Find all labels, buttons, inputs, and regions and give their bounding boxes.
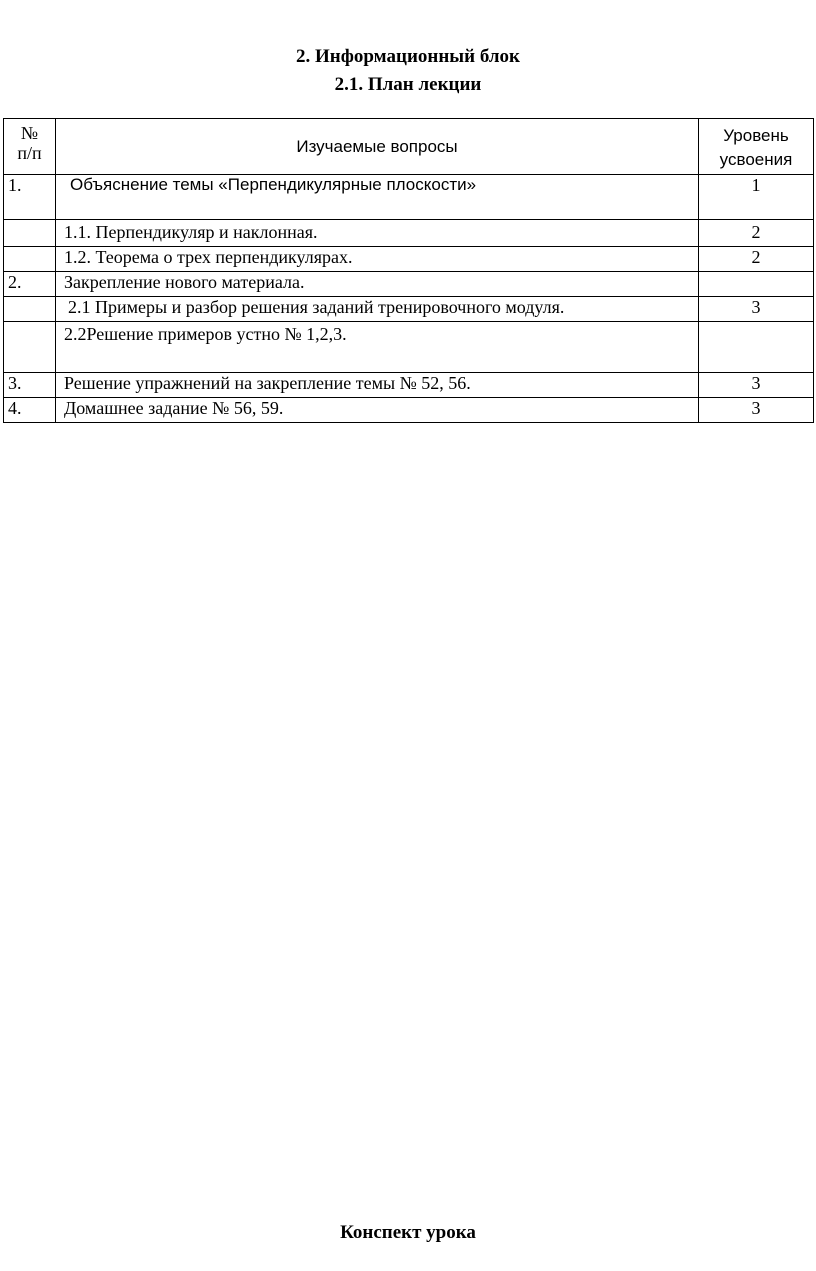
header-number-line1: № <box>20 123 39 143</box>
row-level <box>699 272 814 297</box>
row-number <box>4 322 56 373</box>
row-number: 2. <box>4 272 56 297</box>
table-row <box>4 175 814 220</box>
subsection-title: 2.1. План лекции <box>334 74 482 95</box>
row-number: 4. <box>4 398 56 423</box>
header-questions: Изучаемые вопросы <box>56 119 699 175</box>
row-level: 3 <box>699 373 814 398</box>
row-level <box>699 322 814 373</box>
row-level: 3 <box>699 297 814 322</box>
table-row <box>4 398 814 423</box>
row-question: Закрепление нового материала. <box>56 272 699 297</box>
table-row <box>4 322 814 373</box>
table-row <box>4 247 814 272</box>
row-level: 2 <box>699 247 814 272</box>
table-row <box>4 272 814 297</box>
row-question: Объяснение темы «Перпендикулярные плоскости» <box>56 175 699 220</box>
row-question: 1.2. Теорема о трех перпендикулярах. <box>56 247 699 272</box>
row-question: 1.1. Перпендикуляр и наклонная. <box>56 220 699 247</box>
header-number <box>4 119 56 175</box>
row-level: 3 <box>699 398 814 423</box>
lecture-plan-table <box>3 118 814 423</box>
row-number: 1. <box>4 175 56 220</box>
row-level: 1 <box>699 175 814 220</box>
header-level <box>699 119 814 175</box>
row-number <box>4 297 56 322</box>
row-number: 3. <box>4 373 56 398</box>
table-row <box>4 220 814 247</box>
row-number <box>4 220 56 247</box>
section-title: 2. Информационный блок <box>296 46 520 67</box>
header-number-line2: п/п <box>17 143 42 163</box>
row-number <box>4 247 56 272</box>
header-level-line1: Уровень <box>723 126 789 145</box>
header-level-line2: усвоения <box>719 150 793 169</box>
footer-title: Конспект урока <box>340 1222 476 1243</box>
row-level: 2 <box>699 220 814 247</box>
table-row <box>4 297 814 322</box>
table-header-row <box>4 119 814 175</box>
row-question: 2.1 Примеры и разбор решения заданий тренировочного модуля. <box>56 297 699 322</box>
row-question: Домашнее задание № 56, 59. <box>56 398 699 423</box>
table-row <box>4 373 814 398</box>
row-question: 2.2Решение примеров устно № 1,2,3. <box>56 322 699 373</box>
row-question: Решение упражнений на закрепление темы № 52, 56. <box>56 373 699 398</box>
